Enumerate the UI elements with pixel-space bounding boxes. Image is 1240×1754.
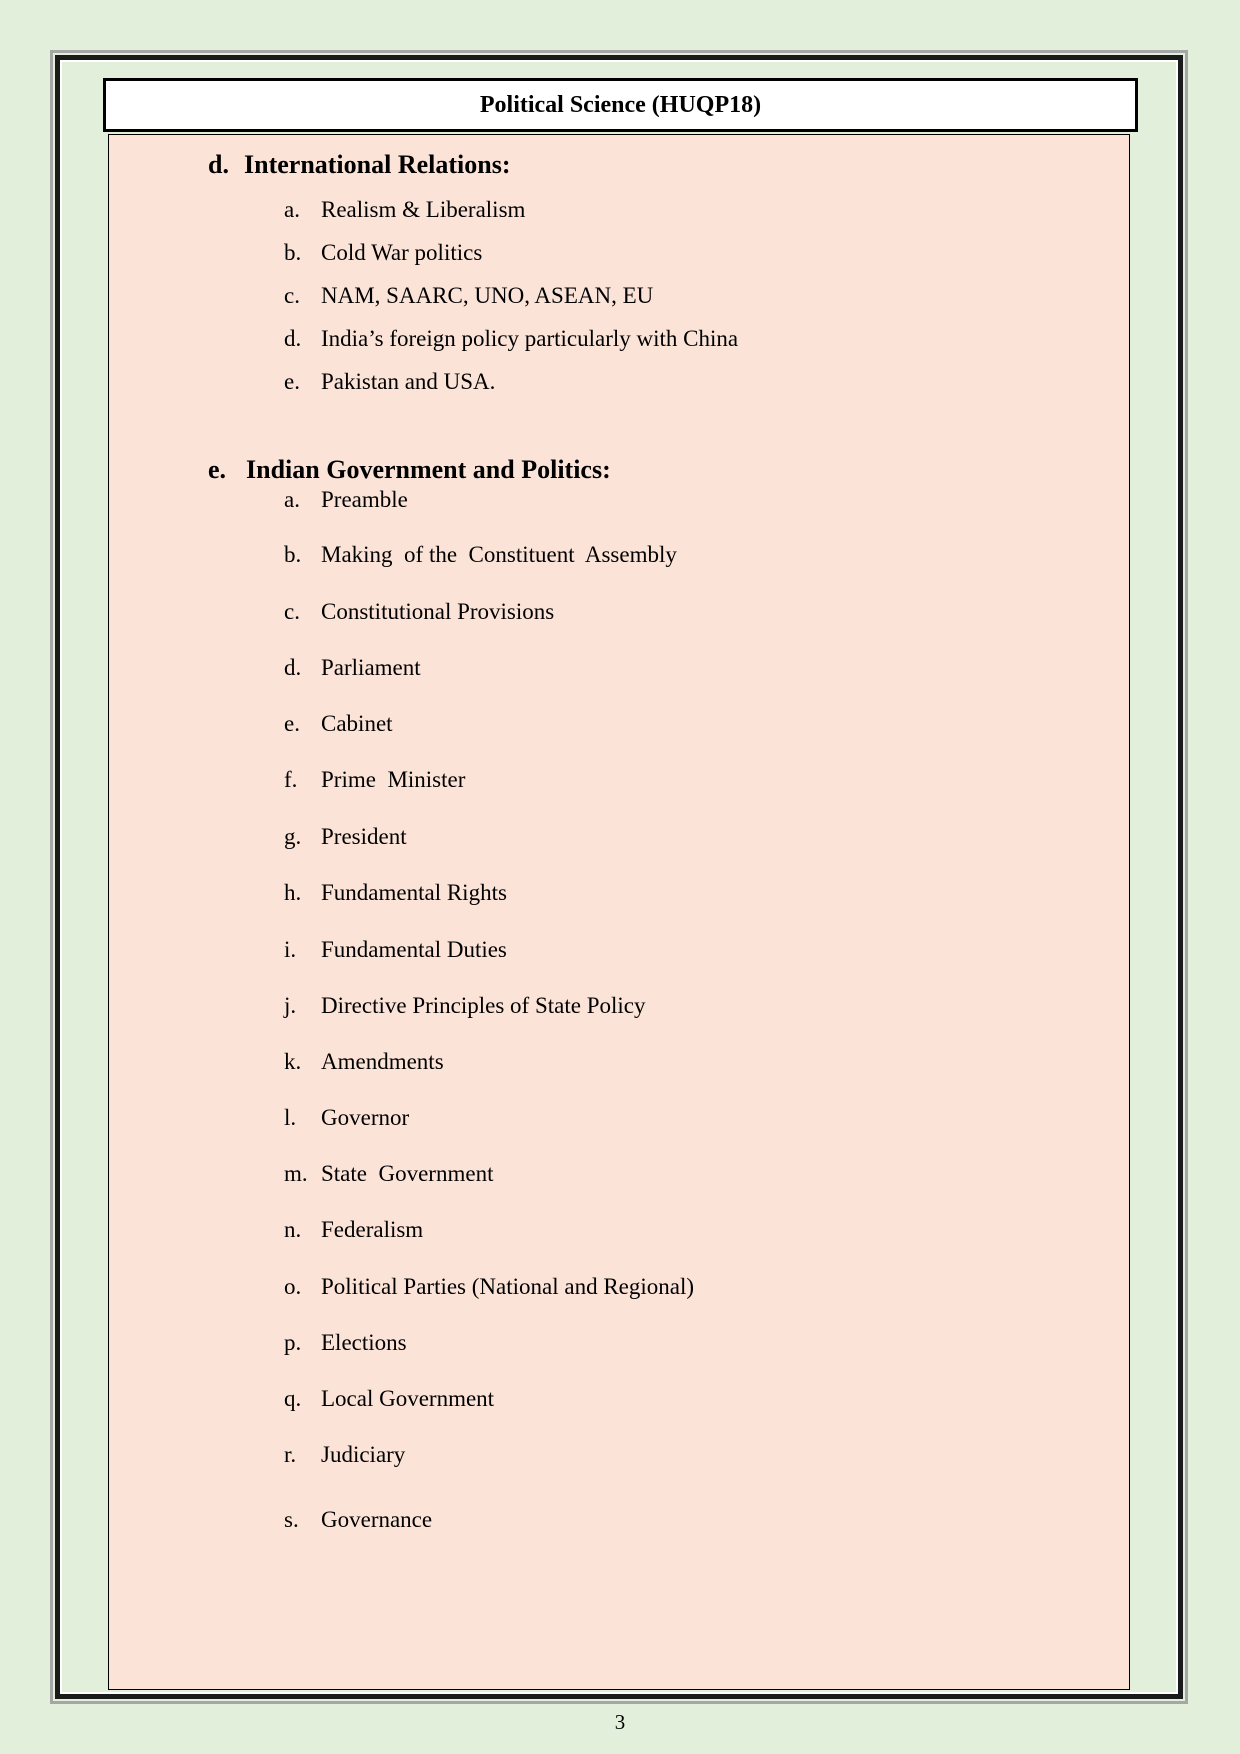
- list-item-letter: g.: [284, 824, 302, 849]
- section-marker: e.: [208, 455, 227, 484]
- list-item: [284, 1275, 694, 1298]
- list-item-text: State Government: [321, 1161, 494, 1186]
- list-item-letter: s.: [284, 1507, 299, 1532]
- list-item-text: Amendments: [321, 1049, 444, 1074]
- section-title: International Relations:: [244, 150, 511, 179]
- list-item-letter: e.: [284, 711, 300, 736]
- list-item: [284, 1387, 494, 1410]
- list-item-letter: c.: [284, 283, 300, 308]
- list-item-letter: l.: [284, 1105, 297, 1130]
- page-title-box: [103, 78, 1138, 132]
- list-item: [284, 1443, 405, 1466]
- list-item: [284, 1508, 432, 1531]
- list-item-text: Fundamental Rights: [321, 880, 507, 905]
- list-item: [284, 938, 507, 961]
- page-number: 3: [614, 1710, 626, 1734]
- list-item-letter: k.: [284, 1049, 302, 1074]
- list-item: [284, 712, 393, 735]
- list-item-letter: h.: [284, 880, 302, 905]
- list-item-letter: c.: [284, 599, 300, 624]
- list-item: [284, 327, 738, 350]
- section-title: Indian Government and Politics:: [246, 455, 611, 484]
- list-item: [284, 370, 495, 393]
- syllabus-content-box: [108, 134, 1130, 1690]
- list-item-text: Governance: [321, 1507, 433, 1532]
- list-item-letter: e.: [284, 369, 300, 394]
- list-item-letter: d.: [284, 326, 302, 351]
- section-heading-international-relations: [208, 150, 511, 180]
- list-item: [284, 1050, 444, 1073]
- list-item-text: Directive Principles of State Policy: [321, 993, 646, 1018]
- list-item: [284, 1218, 423, 1241]
- list-item-text: Prime Minister: [321, 767, 466, 792]
- list-item-text: Local Government: [321, 1386, 495, 1411]
- list-item-letter: q.: [284, 1386, 302, 1411]
- list-item-text: NAM, SAARC, UNO, ASEAN, EU: [321, 283, 654, 308]
- list-item-text: Political Parties (National and Regional): [321, 1274, 695, 1299]
- list-item-letter: i.: [284, 937, 297, 962]
- list-item: [284, 543, 677, 566]
- section-heading-indian-government: [208, 455, 611, 485]
- list-item: [284, 1106, 409, 1129]
- list-item: [284, 881, 507, 904]
- list-item-text: Making of the Constituent Assembly: [321, 542, 677, 567]
- list-item: [284, 198, 525, 221]
- list-item: [284, 1162, 493, 1185]
- list-item-letter: a.: [284, 197, 300, 222]
- list-item: [284, 994, 645, 1017]
- list-item-letter: f.: [284, 767, 298, 792]
- list-item-letter: n.: [284, 1217, 302, 1242]
- list-item: [284, 241, 482, 264]
- list-item: [284, 768, 465, 791]
- list-item: [284, 656, 421, 679]
- list-item-letter: j.: [284, 993, 297, 1018]
- list-item-text: Cold War politics: [321, 240, 483, 265]
- list-item-letter: d.: [284, 655, 302, 680]
- page-title: Political Science (HUQP18): [479, 91, 762, 118]
- list-item-letter: o.: [284, 1274, 302, 1299]
- list-item-text: India’s foreign policy particularly with China: [321, 326, 739, 351]
- list-item-letter: p.: [284, 1330, 302, 1355]
- list-item-text: Pakistan and USA.: [321, 369, 496, 394]
- list-item-letter: b.: [284, 240, 302, 265]
- list-item-letter: b.: [284, 542, 302, 567]
- list-item-text: Realism & Liberalism: [321, 197, 526, 222]
- list-item-text: Constitutional Provisions: [321, 599, 555, 624]
- list-item-letter: a.: [284, 487, 300, 512]
- list-item-text: President: [321, 824, 407, 849]
- list-item-text: Elections: [321, 1330, 407, 1355]
- section-marker: d.: [208, 150, 229, 179]
- list-item-text: Fundamental Duties: [321, 937, 507, 962]
- list-item: [284, 825, 407, 848]
- list-item: [284, 1331, 407, 1354]
- list-item: [284, 284, 653, 307]
- list-item-text: Parliament: [321, 655, 421, 680]
- list-item: [284, 600, 554, 623]
- list-item: [284, 488, 408, 511]
- list-item-letter: r.: [284, 1442, 297, 1467]
- list-item-text: Judiciary: [321, 1442, 406, 1467]
- list-item-text: Governor: [321, 1105, 410, 1130]
- list-item-text: Federalism: [321, 1217, 424, 1242]
- list-item-text: Preamble: [321, 487, 408, 512]
- list-item-text: Cabinet: [321, 711, 393, 736]
- list-item-letter: m.: [284, 1161, 308, 1186]
